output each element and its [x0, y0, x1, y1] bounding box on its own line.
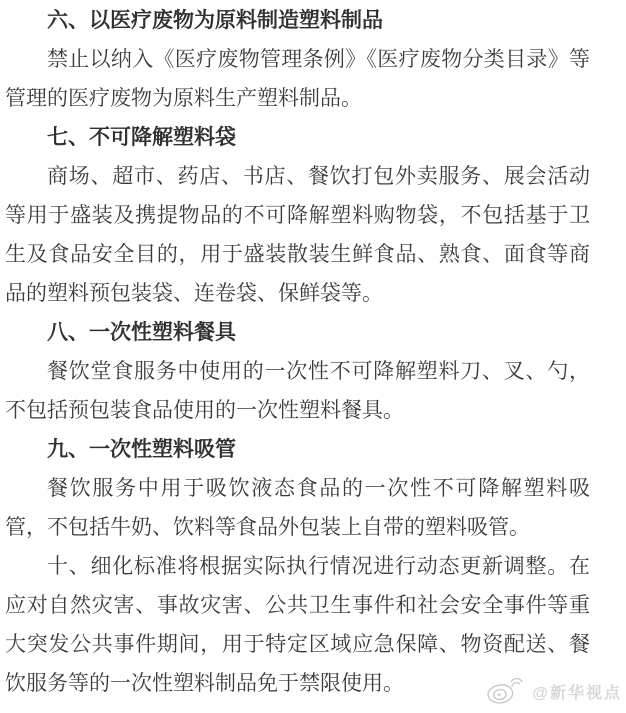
watermark-handle: @新华视点 [532, 684, 622, 702]
weibo-icon [485, 676, 523, 706]
section-10-text: 十、细化标准将根据实际执行情况进行动态更新调整。在应对自然灾害、事故灾害、公共卫生事件和社会安全事件等重大突发公共事件期间，用于特定区域应急保障、物资配送、餐饮服务等的一次性塑料制品免于禁限使用。 [5, 554, 590, 695]
section-7-text: 商场、超市、药店、书店、餐饮打包外卖服务、展会活动等用于盛装及携提物品的不可降解塑料购物袋，不包括基于卫生及食品安全目的，用于盛装散装生鲜食品、熟食、面食等商品的塑料预包装袋、连卷袋、保鲜袋等。 [5, 164, 590, 305]
section-9-heading: 九、一次性塑料吸管 [47, 437, 236, 461]
section-8-heading: 八、一次性塑料餐具 [47, 320, 236, 344]
watermark [485, 676, 622, 706]
section-6-heading: 六、以医疗废物为原料制造塑料制品 [47, 8, 383, 32]
section-8-text: 餐饮堂食服务中使用的一次性不可降解塑料刀、叉、勺，不包括预包装食品使用的一次性塑料餐具。 [5, 359, 590, 422]
section-7-heading: 七、不可降解塑料袋 [47, 125, 236, 149]
section-6-text: 禁止以纳入《医疗废物管理条例》《医疗废物分类目录》等管理的医疗废物为原料生产塑料制品。 [5, 47, 590, 110]
section-9-text: 餐饮服务中用于吸饮液态食品的一次性不可降解塑料吸管，不包括牛奶、饮料等食品外包装上自带的塑料吸管。 [5, 476, 590, 539]
